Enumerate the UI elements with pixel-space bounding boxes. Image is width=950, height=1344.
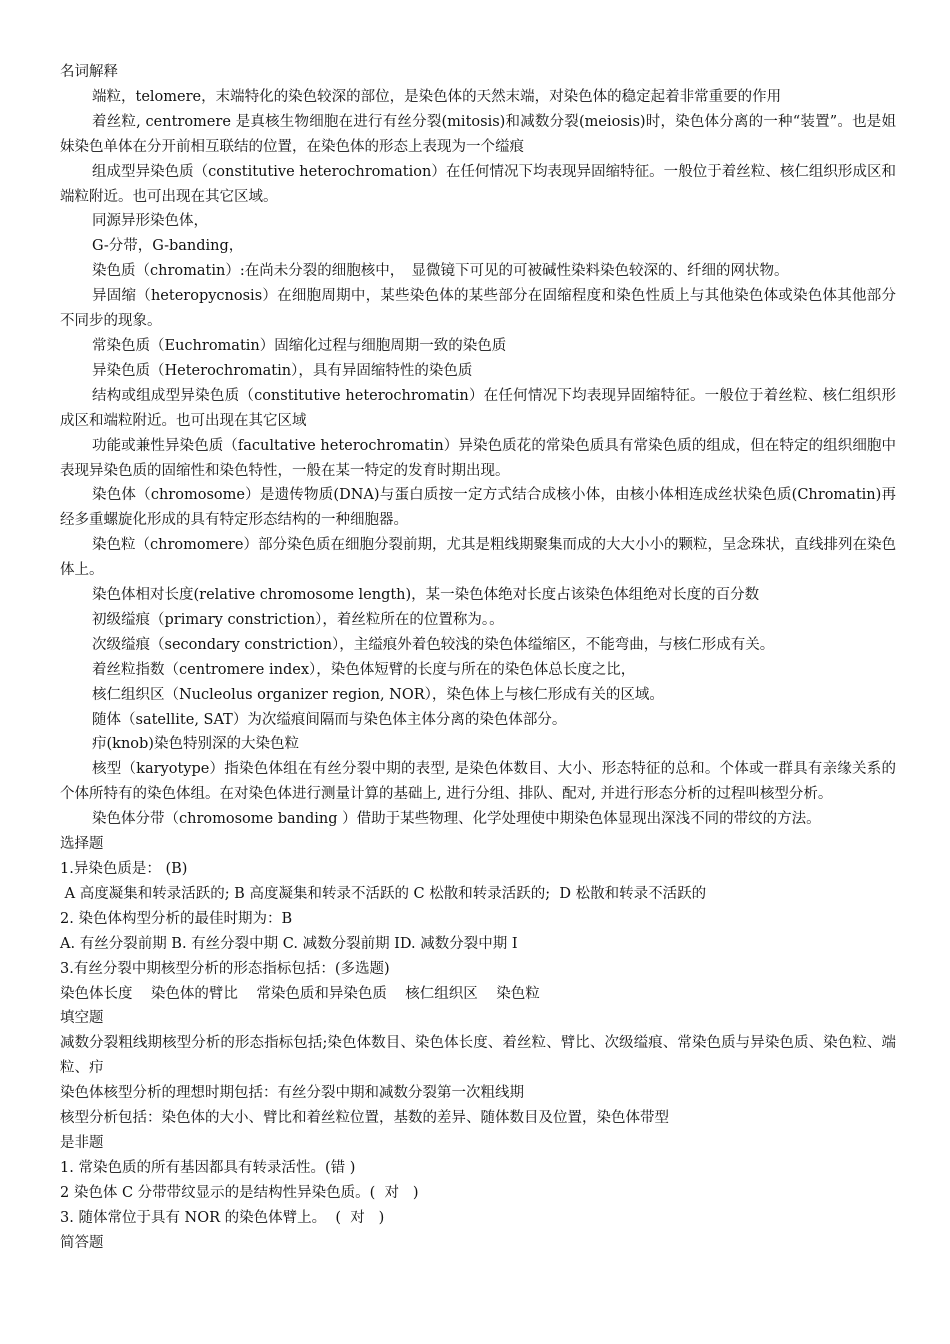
term-knob: 疖(knob)染色特别深的大染色粒 xyxy=(92,736,299,753)
truefalse-item-2: 2 染色体 C 分带带纹显示的是结构性异染色质。( 对 ) xyxy=(60,1184,419,1201)
section-heading-short: 简答题 xyxy=(60,1234,104,1251)
term-constitutive-heterochromatin: 组成型异染色质（constitutive heterochromation）在任何情况下均表现异固缩特征。一般位于着丝粒、核仁组织形成区和端粒附近。也可出现在其它区域。 xyxy=(60,163,896,205)
fill-item-3: 核型分析包括：染色体的大小、臂比和着丝粒位置，基数的差异、随体数目及位置，染色体带型 xyxy=(60,1110,669,1127)
term-chromatin: 染色质（chromatin）:在尚未分裂的细胞核中， 显微镜下可见的可被碱性染料染色较深的、纤细的网状物。 xyxy=(92,263,789,280)
term-nor: 核仁组织区（Nucleolus organizer region, NOR），染色体上与核仁形成有关的区域。 xyxy=(92,686,664,703)
term-g-banding: G-分带，G-banding， xyxy=(92,238,244,255)
truefalse-item-1: 1. 常染色质的所有基因都具有转录活性。(错 ) xyxy=(60,1159,356,1176)
term-satellite: 随体（satellite, SAT）为次缢痕间隔而与染色体主体分离的染色体部分。 xyxy=(92,711,567,728)
term-centromere: 着丝粒, centromere 是真核生物细胞在进行有丝分裂(mitosis)和减数分裂(meiosis)时，染色体分离的一种“装置”。也是姐妹染色单体在分开前相互联结的位置，在染色体的形态上表现为一个缢痕 xyxy=(60,113,896,155)
fill-item-2: 染色体核型分析的理想时期包括：有丝分裂中期和减数分裂第一次粗线期 xyxy=(60,1085,524,1102)
term-heteropycnosis: 异固缩（heteropycnosis）在细胞周期中，某些染色体的某些部分在固缩程度和染色性质上与其他染色体或染色体其他部分不同步的现象。 xyxy=(60,288,896,330)
section-heading-terms: 名词解释 xyxy=(60,64,118,80)
term-homeotic-chromosome: 同源异形染色体， xyxy=(92,213,208,230)
choice-question-2: 2. 染色体构型分析的最佳时期为：B xyxy=(60,910,293,927)
choice-question-1: 1.异染色质是： (B) xyxy=(60,861,188,877)
choice-options-3: 染色体长度 染色体的臂比 常染色质和异染色质 核仁组织区 染色粒 xyxy=(60,985,540,1002)
term-relative-length: 染色体相对长度(relative chromosome length)，某一染色体绝对长度占该染色体组绝对长度的百分数 xyxy=(92,587,760,604)
choice-options-2: A. 有丝分裂前期 B. 有丝分裂中期 C. 减数分裂前期 ID. 减数分裂中期 I xyxy=(60,935,518,952)
term-centromere-index: 着丝粒指数（centromere index），染色体短臂的长度与所在的染色体总长度之比， xyxy=(92,661,636,678)
term-euchromatin: 常染色质（Euchromatin）固缩化过程与细胞周期一致的染色质 xyxy=(92,337,507,354)
document-page xyxy=(60,60,896,1256)
choice-question-3: 3.有丝分裂中期核型分析的形态指标包括：(多选题) xyxy=(60,960,390,977)
section-heading-truefalse: 是非题 xyxy=(60,1134,104,1151)
term-chromomere: 染色粒（chromomere）部分染色质在细胞分裂前期，尤其是粗线期聚集而成的大大小小的颗粒，呈念珠状，直线排列在染色体上。 xyxy=(60,537,896,579)
term-karyotype: 核型（karyotype）指染色体组在有丝分裂中期的表型, 是染色体数目、大小、形态特征的总和。个体或一群具有亲缘关系的个体所特有的染色体组。在对染色体进行测量计算的基础上, 进行分组、排队、配对, 并进行形态分析的过程叫核型分析。 xyxy=(60,761,896,803)
section-heading-choice: 选择题 xyxy=(60,836,104,853)
term-facultative-heterochromatin: 功能或兼性异染色质（facultative heterochromatin）异染色质花的常染色质具有常染色质的组成，但在特定的组织细胞中表现异染色质的固缩性和染色特性，一般在某一特定的发育时期出现。 xyxy=(60,437,896,479)
choice-options-1: A 高度凝集和转录活跃的; B 高度凝集和转录不活跃的 C 松散和转录活跃的; D 松散和转录不活跃的 xyxy=(60,885,707,902)
term-chromosome-banding: 染色体分带（chromosome banding ）借助于某些物理、化学处理使中期染色体显现出深浅不同的带纹的方法。 xyxy=(92,811,821,828)
term-telomere: 端粒，telomere，末端特化的染色较深的部位，是染色体的天然末端，对染色体的稳定起着非常重要的作用 xyxy=(92,88,782,105)
term-structural-heterochromatin: 结构或组成型异染色质（constitutive heterochromatin）在任何情况下均表现异固缩特征。一般位于着丝粒、核仁组织形成区和端粒附近。也可出现在其它区域 xyxy=(60,387,896,429)
term-heterochromatin: 异染色质（Heterochromatin），具有异固缩特性的染色质 xyxy=(92,362,473,379)
fill-item-1: 减数分裂粗线期核型分析的形态指标包括;染色体数目、染色体长度、着丝粒、臂比、次级缢痕、常染色质与异染色质、染色粒、端粒、疖 xyxy=(60,1035,896,1077)
term-primary-constriction: 初级缢痕（primary constriction），着丝粒所在的位置称为。。 xyxy=(92,611,504,628)
truefalse-item-3: 3. 随体常位于具有 NOR 的染色体臂上。 ( 对 ) xyxy=(60,1209,385,1226)
section-heading-fill: 填空题 xyxy=(60,1010,104,1027)
term-chromosome: 染色体（chromosome）是遗传物质(DNA)与蛋白质按一定方式结合成核小体，由核小体相连成丝状染色质(Chromatin)再经多重螺旋化形成的具有特定形态结构的一种细胞器。 xyxy=(60,487,896,529)
term-secondary-constriction: 次级缢痕（secondary constriction），主缢痕外着色较浅的染色体缢缩区，不能弯曲，与核仁形成有关。 xyxy=(92,636,775,653)
